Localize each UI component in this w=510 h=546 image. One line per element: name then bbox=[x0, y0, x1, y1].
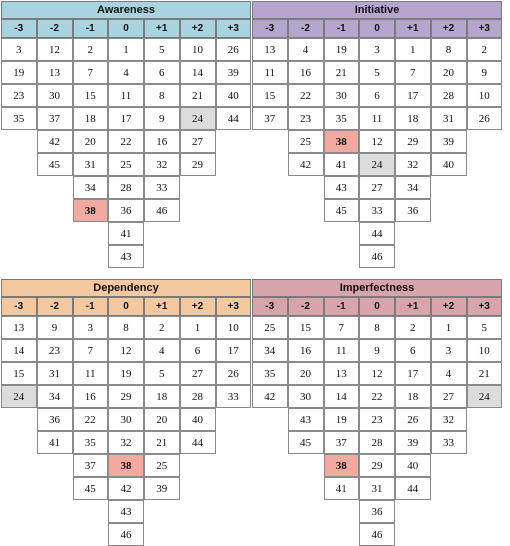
column-header: +1 bbox=[144, 297, 180, 316]
grid-cell: 7 bbox=[73, 339, 109, 362]
grid-cell: 9 bbox=[37, 316, 73, 339]
grid-cell: 36 bbox=[359, 500, 395, 523]
column-header: 0 bbox=[108, 297, 144, 316]
grid-cell: 44 bbox=[395, 477, 431, 500]
grid-cell: 17 bbox=[395, 84, 431, 107]
column-header: +1 bbox=[144, 19, 180, 38]
grid-cell: 30 bbox=[324, 84, 360, 107]
column-header: -2 bbox=[288, 297, 324, 316]
grid-cell: 33 bbox=[216, 385, 252, 408]
grid-cell: 11 bbox=[252, 61, 288, 84]
column-header: +3 bbox=[216, 297, 252, 316]
grid-cell: 9 bbox=[467, 61, 503, 84]
grid-cell: 13 bbox=[252, 38, 288, 61]
grid-cell: 8 bbox=[108, 316, 144, 339]
grid-cell: 12 bbox=[359, 130, 395, 153]
column-header: +2 bbox=[431, 297, 467, 316]
column-header: 0 bbox=[359, 19, 395, 38]
grid-cell: 38 bbox=[324, 130, 360, 153]
grid-cell: 25 bbox=[144, 454, 180, 477]
grid-cell: 39 bbox=[395, 431, 431, 454]
grid-cell: 15 bbox=[288, 316, 324, 339]
grid-cell: 20 bbox=[144, 408, 180, 431]
grid-cell: 4 bbox=[108, 61, 144, 84]
grid-cell: 31 bbox=[37, 362, 73, 385]
column-header: +3 bbox=[216, 19, 252, 38]
grid-cell: 25 bbox=[252, 316, 288, 339]
grid-cell: 35 bbox=[252, 362, 288, 385]
grid-cell: 43 bbox=[108, 245, 144, 268]
grid-cell: 44 bbox=[180, 431, 216, 454]
column-header: -3 bbox=[252, 297, 288, 316]
grid-cell: 14 bbox=[1, 339, 37, 362]
grid-cell: 11 bbox=[73, 362, 109, 385]
grid-title: Awareness bbox=[1, 1, 251, 19]
grid-cell: 24 bbox=[359, 153, 395, 176]
grid-cell: 46 bbox=[108, 523, 144, 546]
grid-cell: 34 bbox=[395, 176, 431, 199]
grid-cell: 33 bbox=[431, 431, 467, 454]
grid-cell: 7 bbox=[324, 316, 360, 339]
grid-cell: 6 bbox=[180, 339, 216, 362]
grid-cell: 19 bbox=[1, 61, 37, 84]
grid-cell: 28 bbox=[359, 431, 395, 454]
grid-cell: 13 bbox=[1, 316, 37, 339]
grid-cell: 42 bbox=[252, 385, 288, 408]
grid-cell: 40 bbox=[216, 84, 252, 107]
grid-cell: 19 bbox=[324, 408, 360, 431]
grid-cell: 11 bbox=[108, 84, 144, 107]
grid-cell: 1 bbox=[180, 316, 216, 339]
grid-cell: 28 bbox=[108, 176, 144, 199]
grid-cell: 21 bbox=[324, 61, 360, 84]
grid-cell: 16 bbox=[288, 339, 324, 362]
grid-cell: 45 bbox=[324, 199, 360, 222]
column-header: -2 bbox=[288, 19, 324, 38]
grid-cell: 20 bbox=[73, 130, 109, 153]
grid-cell: 40 bbox=[431, 153, 467, 176]
grid-cell: 27 bbox=[180, 130, 216, 153]
grid-cell: 23 bbox=[288, 107, 324, 130]
grid-cell: 46 bbox=[359, 523, 395, 546]
grid-cell: 42 bbox=[108, 477, 144, 500]
grid-cell: 31 bbox=[359, 477, 395, 500]
grid-cell: 12 bbox=[108, 339, 144, 362]
grid-cell: 44 bbox=[216, 107, 252, 130]
grid-cell: 11 bbox=[324, 339, 360, 362]
grid-cell: 28 bbox=[180, 385, 216, 408]
grid-cell: 2 bbox=[73, 38, 109, 61]
grid-cell: 17 bbox=[395, 362, 431, 385]
grid-cell: 5 bbox=[467, 316, 503, 339]
grid-cell: 45 bbox=[37, 153, 73, 176]
column-header: -1 bbox=[73, 19, 109, 38]
grid-cell: 19 bbox=[108, 362, 144, 385]
grid-cell: 33 bbox=[144, 176, 180, 199]
column-header: -3 bbox=[1, 19, 37, 38]
grid-cell: 20 bbox=[431, 61, 467, 84]
grid-cell: 6 bbox=[144, 61, 180, 84]
grid-cell: 11 bbox=[359, 107, 395, 130]
column-header: +1 bbox=[395, 297, 431, 316]
grid-cell: 39 bbox=[144, 477, 180, 500]
grid-cell: 30 bbox=[37, 84, 73, 107]
grid-cell: 28 bbox=[431, 84, 467, 107]
grid-cell: 5 bbox=[144, 38, 180, 61]
grid-cell: 39 bbox=[431, 130, 467, 153]
grid-cell: 35 bbox=[1, 107, 37, 130]
grid-title: Dependency bbox=[1, 279, 251, 297]
grid-cell: 22 bbox=[288, 84, 324, 107]
column-header: +1 bbox=[395, 19, 431, 38]
grid-cell: 3 bbox=[431, 339, 467, 362]
grid-cell: 10 bbox=[216, 316, 252, 339]
grid-cell: 38 bbox=[324, 454, 360, 477]
grid-cell: 24 bbox=[180, 107, 216, 130]
grid-cell: 22 bbox=[108, 130, 144, 153]
grid-cell: 13 bbox=[324, 362, 360, 385]
grid-cell: 26 bbox=[467, 107, 503, 130]
grid-cell: 5 bbox=[359, 61, 395, 84]
grid-cell: 3 bbox=[359, 38, 395, 61]
grid-cell: 16 bbox=[288, 61, 324, 84]
grid-cell: 2 bbox=[395, 316, 431, 339]
grid-cell: 7 bbox=[73, 61, 109, 84]
grid-cell: 41 bbox=[37, 431, 73, 454]
grid-cell: 2 bbox=[144, 316, 180, 339]
grid-cell: 31 bbox=[431, 107, 467, 130]
grid-cell: 41 bbox=[324, 477, 360, 500]
column-header: -3 bbox=[1, 297, 37, 316]
grid-cell: 45 bbox=[73, 477, 109, 500]
grid-cell: 34 bbox=[73, 176, 109, 199]
grid-cell: 27 bbox=[359, 176, 395, 199]
grid-cell: 1 bbox=[395, 38, 431, 61]
grid-cell: 35 bbox=[73, 431, 109, 454]
grid-cell: 4 bbox=[288, 38, 324, 61]
grid-cell: 19 bbox=[324, 38, 360, 61]
grid-cell: 16 bbox=[73, 385, 109, 408]
grid-cell: 18 bbox=[144, 385, 180, 408]
grid-cell: 8 bbox=[359, 316, 395, 339]
grid-cell: 41 bbox=[108, 222, 144, 245]
grid-cell: 45 bbox=[288, 431, 324, 454]
grid-cell: 21 bbox=[467, 362, 503, 385]
grid-cell: 10 bbox=[180, 38, 216, 61]
grid-cell: 6 bbox=[359, 84, 395, 107]
grid-cell: 1 bbox=[431, 316, 467, 339]
column-header: -2 bbox=[37, 19, 73, 38]
grid-cell: 18 bbox=[73, 107, 109, 130]
column-header: +2 bbox=[180, 19, 216, 38]
grid-cell: 15 bbox=[252, 84, 288, 107]
grid-cell: 33 bbox=[359, 199, 395, 222]
grid-cell: 37 bbox=[252, 107, 288, 130]
grid-cell: 34 bbox=[37, 385, 73, 408]
grid-cell: 25 bbox=[288, 130, 324, 153]
grid-cell: 38 bbox=[108, 454, 144, 477]
column-header: 0 bbox=[359, 297, 395, 316]
grid-cell: 36 bbox=[37, 408, 73, 431]
grid-cell: 38 bbox=[73, 199, 109, 222]
grid-cell: 7 bbox=[395, 61, 431, 84]
grid-cell: 29 bbox=[395, 130, 431, 153]
grid-cell: 25 bbox=[108, 153, 144, 176]
grid-cell: 23 bbox=[37, 339, 73, 362]
grid-cell: 32 bbox=[431, 408, 467, 431]
grid-cell: 18 bbox=[395, 385, 431, 408]
grid-cell: 15 bbox=[73, 84, 109, 107]
grid-title: Imperfectness bbox=[252, 279, 502, 297]
grid-cell: 16 bbox=[144, 130, 180, 153]
grid-cell: 20 bbox=[288, 362, 324, 385]
grid-cell: 15 bbox=[1, 362, 37, 385]
column-header: -2 bbox=[37, 297, 73, 316]
grid-cell: 30 bbox=[108, 408, 144, 431]
grid-cell: 37 bbox=[73, 454, 109, 477]
grid-cell: 22 bbox=[359, 385, 395, 408]
grid-cell: 42 bbox=[288, 153, 324, 176]
grid-cell: 35 bbox=[324, 107, 360, 130]
column-header: -3 bbox=[252, 19, 288, 38]
grid-cell: 4 bbox=[144, 339, 180, 362]
grid-cell: 5 bbox=[144, 362, 180, 385]
grid-cell: 27 bbox=[180, 362, 216, 385]
grid-cell: 21 bbox=[144, 431, 180, 454]
grid-cell: 46 bbox=[359, 245, 395, 268]
column-header: +3 bbox=[467, 297, 503, 316]
column-header: -1 bbox=[73, 297, 109, 316]
grid-cell: 36 bbox=[108, 199, 144, 222]
grid-cell: 9 bbox=[359, 339, 395, 362]
grid-cell: 26 bbox=[395, 408, 431, 431]
grid-cell: 43 bbox=[108, 500, 144, 523]
grid-cell: 29 bbox=[359, 454, 395, 477]
grid-title: Initiative bbox=[252, 1, 502, 19]
grid-cell: 30 bbox=[288, 385, 324, 408]
grid-cell: 34 bbox=[252, 339, 288, 362]
grid-cell: 26 bbox=[216, 38, 252, 61]
grid-cell: 46 bbox=[144, 199, 180, 222]
column-header: +3 bbox=[467, 19, 503, 38]
grid-cell: 27 bbox=[431, 385, 467, 408]
grid-cell: 43 bbox=[288, 408, 324, 431]
grid-cell: 14 bbox=[324, 385, 360, 408]
grid-cell: 12 bbox=[359, 362, 395, 385]
grid-cell: 10 bbox=[467, 84, 503, 107]
grid-cell: 3 bbox=[73, 316, 109, 339]
grid-cell: 32 bbox=[144, 153, 180, 176]
grid-cell: 9 bbox=[144, 107, 180, 130]
column-header: 0 bbox=[108, 19, 144, 38]
grid-cell: 32 bbox=[395, 153, 431, 176]
grid-cell: 21 bbox=[180, 84, 216, 107]
grid-cell: 41 bbox=[324, 153, 360, 176]
column-header: -1 bbox=[324, 297, 360, 316]
grid-cell: 40 bbox=[395, 454, 431, 477]
grid-cell: 22 bbox=[73, 408, 109, 431]
grid-cell: 24 bbox=[467, 385, 503, 408]
grid-cell: 1 bbox=[108, 38, 144, 61]
grid-cell: 26 bbox=[216, 362, 252, 385]
grid-cell: 4 bbox=[431, 362, 467, 385]
column-header: +2 bbox=[431, 19, 467, 38]
column-header: +2 bbox=[180, 297, 216, 316]
grid-cell: 40 bbox=[180, 408, 216, 431]
grid-cell: 18 bbox=[395, 107, 431, 130]
grid-cell: 6 bbox=[395, 339, 431, 362]
grid-cell: 29 bbox=[180, 153, 216, 176]
grid-cell: 44 bbox=[359, 222, 395, 245]
grid-cell: 31 bbox=[73, 153, 109, 176]
grid-cell: 42 bbox=[37, 130, 73, 153]
grid-cell: 24 bbox=[1, 385, 37, 408]
grid-cell: 2 bbox=[467, 38, 503, 61]
column-header: -1 bbox=[324, 19, 360, 38]
grid-cell: 36 bbox=[395, 199, 431, 222]
grid-cell: 32 bbox=[108, 431, 144, 454]
grid-cell: 23 bbox=[1, 84, 37, 107]
grid-cell: 29 bbox=[108, 385, 144, 408]
grid-cell: 8 bbox=[144, 84, 180, 107]
grid-cell: 14 bbox=[180, 61, 216, 84]
grid-cell: 8 bbox=[431, 38, 467, 61]
grid-cell: 17 bbox=[108, 107, 144, 130]
grid-cell: 23 bbox=[359, 408, 395, 431]
grid-cell: 13 bbox=[37, 61, 73, 84]
grid-cell: 10 bbox=[467, 339, 503, 362]
grid-cell: 39 bbox=[216, 61, 252, 84]
grid-cell: 17 bbox=[216, 339, 252, 362]
grid-cell: 37 bbox=[324, 431, 360, 454]
grid-cell: 43 bbox=[324, 176, 360, 199]
grid-cell: 37 bbox=[37, 107, 73, 130]
grid-cell: 3 bbox=[1, 38, 37, 61]
grid-cell: 12 bbox=[37, 38, 73, 61]
